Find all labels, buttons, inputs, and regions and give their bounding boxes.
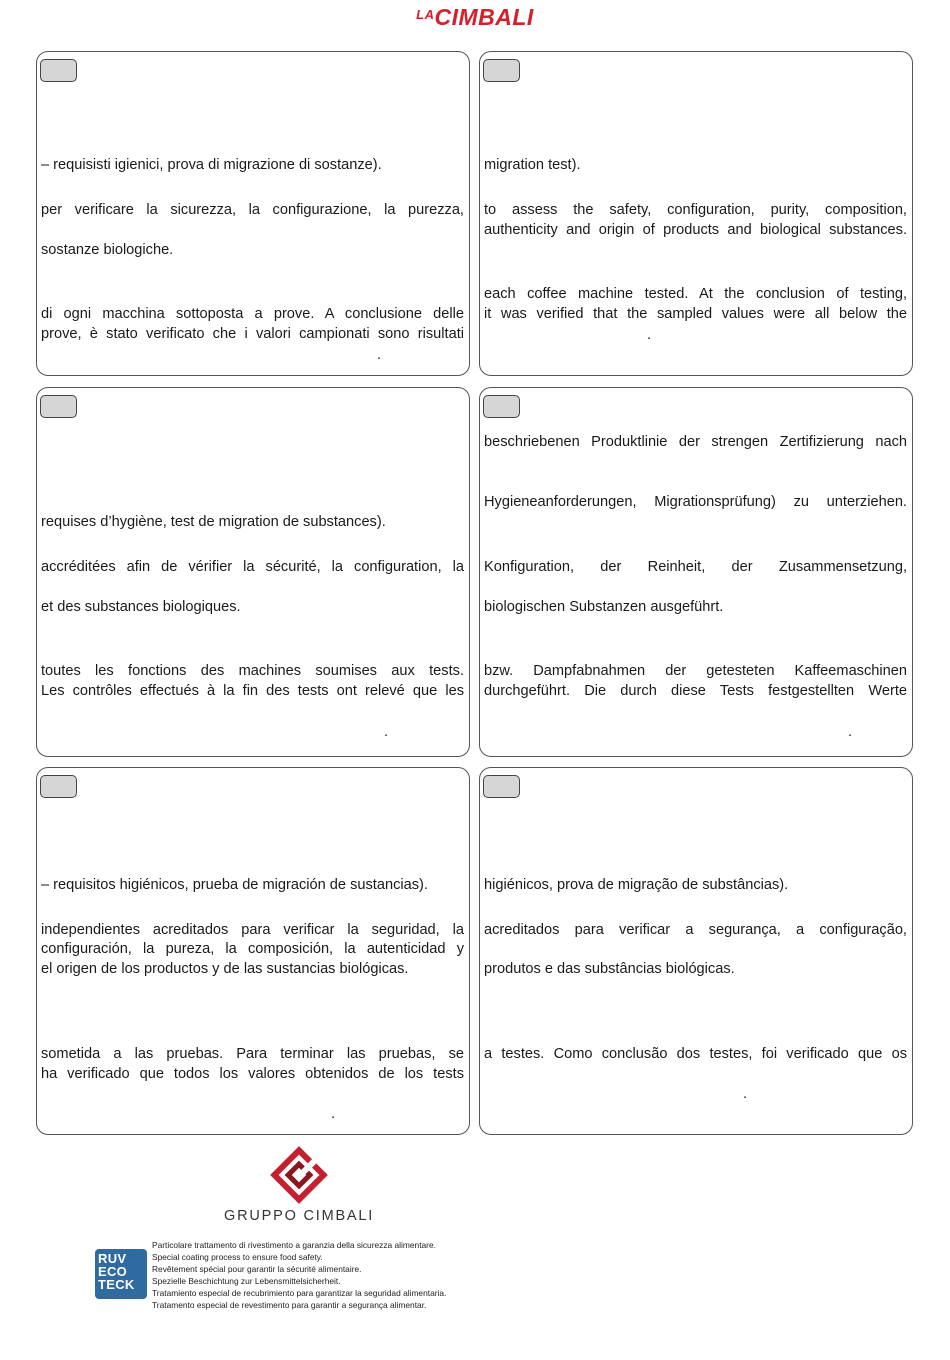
note-line: Tratamento especial de revestimento para garantir a segurança alimentar.: [152, 1300, 427, 1310]
text-line: di ogni macchina sottoposta a prove. A conclusione delle: [41, 306, 464, 322]
text-line: .: [647, 327, 652, 343]
text-line: per verificare la sicurezza, la configurazione, la purezza,: [41, 202, 464, 218]
text-line: sometida a las pruebas. Para terminar las pruebas, se: [41, 1046, 464, 1062]
note-line: Particolare trattamento di rivestimento a garanzia della sicurezza alimentare.: [152, 1240, 436, 1250]
text-line: ha verificado que todos los valores obtenidos de los tests: [41, 1066, 464, 1082]
text-line: independientes acreditados para verificar la seguridad, la: [41, 922, 464, 938]
text-line: bzw. Dampfabnahmen der getesteten Kaffeemaschinen: [484, 663, 907, 679]
text-line: Hygieneanforderungen, Migrationsprüfung) zu unterziehen.: [484, 494, 907, 510]
text-line: higiénicos, prova de migração de substâncias).: [484, 877, 789, 893]
text-line: .: [743, 1086, 748, 1102]
text-line: toutes les fonctions des machines soumises aux tests.: [41, 663, 464, 679]
text-line: migration test).: [484, 157, 581, 173]
badge-line: TECK: [98, 1277, 135, 1292]
badge-line: ECO: [98, 1264, 128, 1279]
panel-german: [479, 387, 913, 757]
note-line: Special coating process to ensure food safety.: [152, 1252, 323, 1262]
text-line: acreditados para verificar a segurança, a configuração,: [484, 922, 907, 938]
text-line: beschriebenen Produktlinie der strengen Zertifizierung nach: [484, 434, 907, 450]
brand-logo: [0, 4, 950, 31]
text-line: each coffee machine tested. At the conclusion of testing,: [484, 286, 907, 302]
language-tag: [40, 775, 77, 798]
language-tag: [40, 59, 77, 82]
text-line: it was verified that the sampled values were all below the: [484, 306, 907, 322]
text-line: accréditées afin de vérifier la sécurité, la configuration, la: [41, 559, 464, 575]
text-line: biologischen Substanzen ausgeführt.: [484, 599, 724, 615]
language-tag: [483, 775, 520, 798]
text-line: to assess the safety, configuration, purity, composition,: [484, 202, 907, 218]
text-line: a testes. Como conclusão dos testes, foi verificado que os: [484, 1046, 907, 1062]
coating-notes: [152, 1239, 446, 1311]
note-line: Revêtement spécial pour garantir la sécurité alimentaire.: [152, 1264, 362, 1274]
group-name: GRUPPO CIMBALI: [224, 1208, 375, 1224]
text-line: sostanze biologiche.: [41, 242, 174, 258]
text-line: Les contrôles effectués à la fin des tests ont relevé que les: [41, 683, 464, 699]
text-line: el origen de los productos y de las sustancias biológicas.: [41, 961, 409, 977]
text-line: – requisitos higiénicos, prueba de migración de sustancias).: [41, 877, 428, 893]
text-line: produtos e das substâncias biológicas.: [484, 961, 735, 977]
panel-portuguese: [479, 767, 913, 1135]
text-line: .: [384, 724, 389, 740]
text-line: requises d’hygiène, test de migration de substances).: [41, 514, 386, 530]
language-tag: [483, 59, 520, 82]
language-tag: [40, 395, 77, 418]
text-line: configuración, la pureza, la composición, la autenticidad y: [41, 941, 464, 957]
text-line: prove, è stato verificato che i valori campionati sono risultati: [41, 326, 464, 342]
panel-italian: [36, 51, 470, 376]
ruv-eco-teck-badge: [95, 1249, 147, 1299]
brand-name: CIMBALI: [434, 4, 534, 30]
text-line: et des substances biologiques.: [41, 599, 241, 615]
text-line: .: [331, 1106, 336, 1122]
text-line: Konfiguration, der Reinheit, der Zusammensetzung,: [484, 559, 907, 575]
panel-english: [479, 51, 913, 376]
panel-spanish: [36, 767, 470, 1135]
text-line: .: [848, 724, 853, 740]
badge-line: RUV: [98, 1251, 127, 1266]
brand-prefix: LA: [416, 7, 435, 22]
panel-french: [36, 387, 470, 757]
text-line: – requisisti igienici, prova di migrazione di sostanze).: [41, 157, 382, 173]
text-line: authenticity and origin of products and biological substances.: [484, 222, 907, 238]
text-line: durchgeführt. Die durch diese Tests festgestellten Werte: [484, 683, 907, 699]
note-line: Spezielle Beschichtung zur Lebensmittelsicherheit.: [152, 1276, 341, 1286]
language-tag: [483, 395, 520, 418]
text-line: .: [377, 347, 382, 363]
note-line: Tratamiento especial de recubrimiento para garantizar la seguridad alimentaria.: [152, 1288, 447, 1298]
gruppo-cimbali-logo-icon: [262, 1144, 336, 1211]
